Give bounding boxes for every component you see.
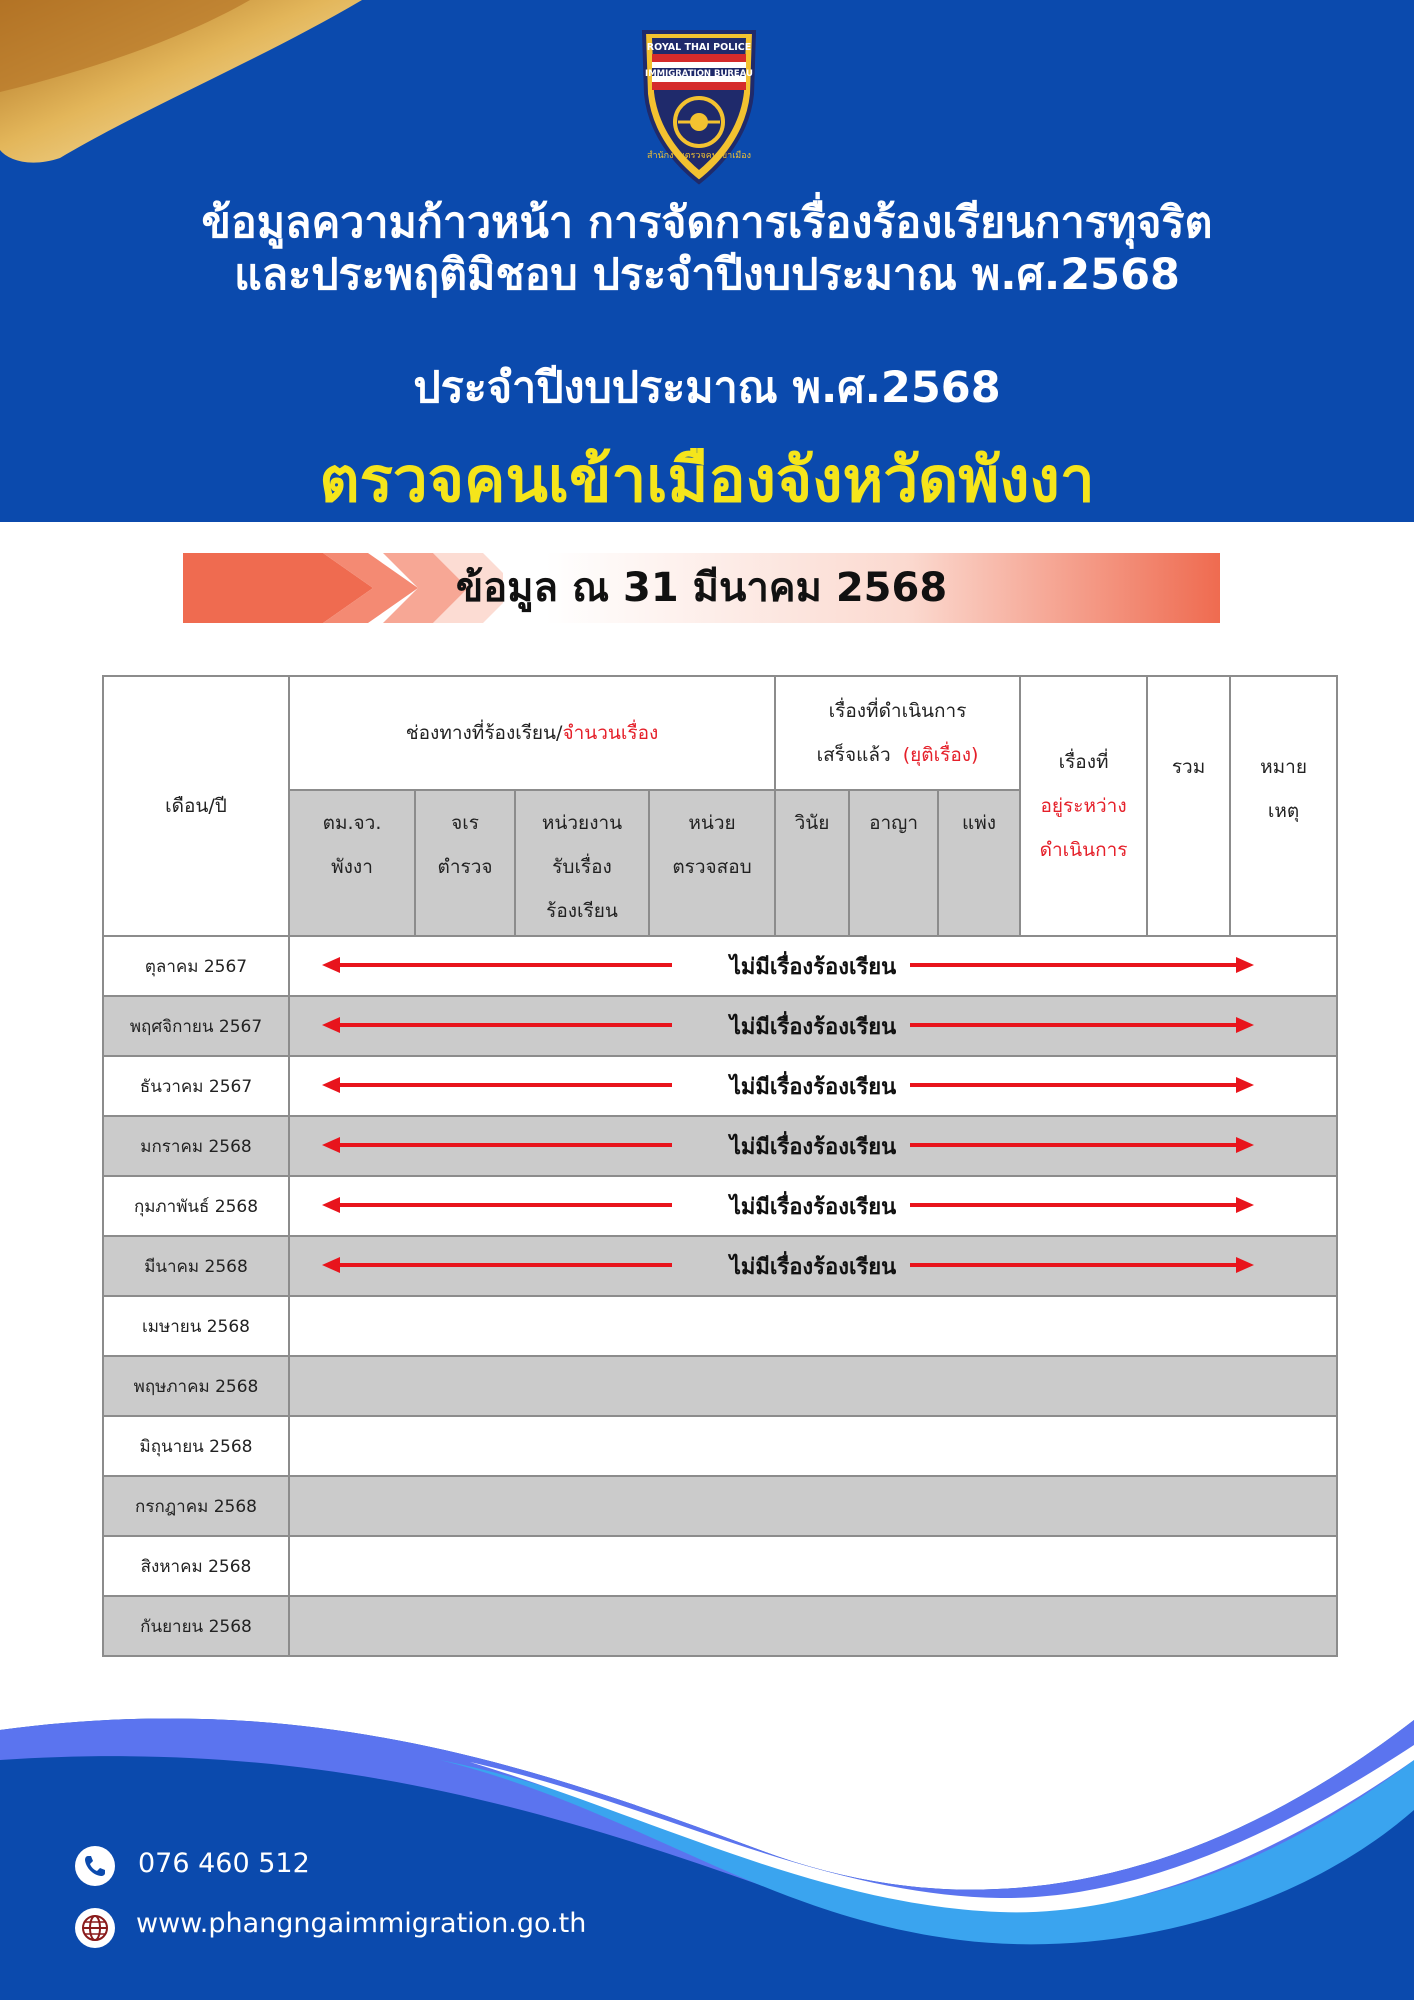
phone-number: 076 460 512 (138, 1848, 310, 1879)
table-row (103, 1296, 1337, 1356)
no-complaint-text: ไม่มีเรื่องร้องเรียน (729, 1015, 897, 1040)
header-done-terminated: (ยุติเรื่อง) (902, 744, 979, 766)
emblem-bottom-text: สำนักงานตรวจคนเข้าเมือง (646, 151, 752, 161)
month-cell: เมษายน 2568 (103, 1296, 289, 1356)
page-title-line1: ข้อมูลความก้าวหน้า การจัดการเรื่องร้องเรียนการทุจริต (201, 198, 1213, 248)
table-row (103, 1236, 1337, 1296)
page-subtitle: ประจำปีงบประมาณ พ.ศ.2568 (413, 363, 1001, 413)
no-complaint-text: ไม่มีเรื่องร้องเรียน (729, 1195, 897, 1220)
row-content-cell (289, 1356, 1337, 1416)
table-row (103, 1116, 1337, 1176)
month-cell: กุมภาพันธ์ 2568 (103, 1176, 289, 1236)
arrow-right-icon (910, 1253, 1260, 1277)
row-content-cell (289, 936, 1337, 996)
month-cell: กรกฎาคม 2568 (103, 1476, 289, 1536)
row-content-cell (289, 1296, 1337, 1356)
row-content-cell (289, 1176, 1337, 1236)
header-channel-prefix: ช่องทางที่ร้องเรียน/ (405, 722, 563, 744)
no-complaint-text: ไม่มีเรื่องร้องเรียน (729, 1255, 897, 1280)
office-name: ตรวจคนเข้าเมืองจังหวัดพังงา (319, 443, 1095, 516)
header-channel-audit-unit: หน่วย ตรวจสอบ (649, 790, 775, 936)
header-channel-immigration: ตม.จว. พังงา (289, 790, 415, 936)
header-total: รวม (1147, 676, 1230, 936)
row-content-cell (289, 1056, 1337, 1116)
table-row (103, 1176, 1337, 1236)
arrow-right-icon (910, 1133, 1260, 1157)
emblem-band-text: IMMIGRATION BUREAU (645, 69, 753, 79)
website-link[interactable]: www.phangngaimmigration.go.th (136, 1908, 587, 1939)
header-done-discipline: วินัย (775, 790, 849, 936)
header-month: เดือน/ปี (103, 676, 289, 936)
table-row (103, 1596, 1337, 1656)
month-cell: ธันวาคม 2567 (103, 1056, 289, 1116)
table-row (103, 1476, 1337, 1536)
emblem-top-text: ROYAL THAI POLICE (646, 42, 752, 53)
no-complaint-text: ไม่มีเรื่องร้องเรียน (729, 1135, 897, 1160)
month-cell: สิงหาคม 2568 (103, 1536, 289, 1596)
month-cell: กันยายน 2568 (103, 1596, 289, 1656)
header-done-criminal: อาญา (849, 790, 938, 936)
page-curl-decoration (0, 0, 370, 170)
complaint-table (102, 675, 1338, 1657)
globe-icon (75, 1908, 115, 1948)
page-title-line2: และประพฤติมิชอบ ประจำปีงบประมาณ พ.ศ.2568 (234, 250, 1180, 300)
table-row (103, 996, 1337, 1056)
month-cell: พฤษภาคม 2568 (103, 1356, 289, 1416)
month-cell: มิถุนายน 2568 (103, 1416, 289, 1476)
table-row (103, 1056, 1337, 1116)
header-done-line2: เสร็จแล้ว (816, 744, 891, 766)
header-pending: เรื่องที่ อยู่ระหว่าง ดำเนินการ (1020, 676, 1147, 936)
month-cell: มีนาคม 2568 (103, 1236, 289, 1296)
header-remark: หมาย เหตุ (1230, 676, 1337, 936)
row-content-cell (289, 1596, 1337, 1656)
header-channel-group (289, 676, 775, 790)
row-content-cell (289, 1116, 1337, 1176)
date-banner (183, 553, 1220, 623)
row-content-cell (289, 996, 1337, 1056)
header-done-group (775, 676, 1020, 790)
month-cell: พฤศจิกายน 2567 (103, 996, 289, 1056)
phone-icon (75, 1846, 115, 1886)
header-done-line1: เรื่องที่ดำเนินการ (828, 700, 967, 722)
header-channel-suffix: จำนวนเรื่อง (562, 722, 659, 744)
police-emblem (638, 24, 760, 188)
row-content-cell (289, 1536, 1337, 1596)
no-complaint-text: ไม่มีเรื่องร้องเรียน (729, 1075, 897, 1100)
table-row (103, 936, 1337, 996)
row-content-cell (289, 1476, 1337, 1536)
arrow-right-icon (910, 1193, 1260, 1217)
footer (0, 1700, 1414, 2000)
arrow-right-icon (910, 953, 1260, 977)
arrow-right-icon (910, 1013, 1260, 1037)
header-banner (0, 0, 1414, 522)
table-row (103, 1356, 1337, 1416)
header-channel-receiving-agency: หน่วยงาน รับเรื่อง ร้องเรียน (515, 790, 649, 936)
date-banner-text: ข้อมูล ณ 31 มีนาคม 2568 (455, 565, 948, 611)
month-cell: ตุลาคม 2567 (103, 936, 289, 996)
header-channel-inspector: จเร ตำรวจ (415, 790, 515, 936)
table-row (103, 1536, 1337, 1596)
no-complaint-text: ไม่มีเรื่องร้องเรียน (729, 955, 897, 980)
month-cell: มกราคม 2568 (103, 1116, 289, 1176)
table-row (103, 1416, 1337, 1476)
row-content-cell (289, 1236, 1337, 1296)
arrow-right-icon (910, 1073, 1260, 1097)
header-done-civil: แพ่ง (938, 790, 1020, 936)
row-content-cell (289, 1416, 1337, 1476)
